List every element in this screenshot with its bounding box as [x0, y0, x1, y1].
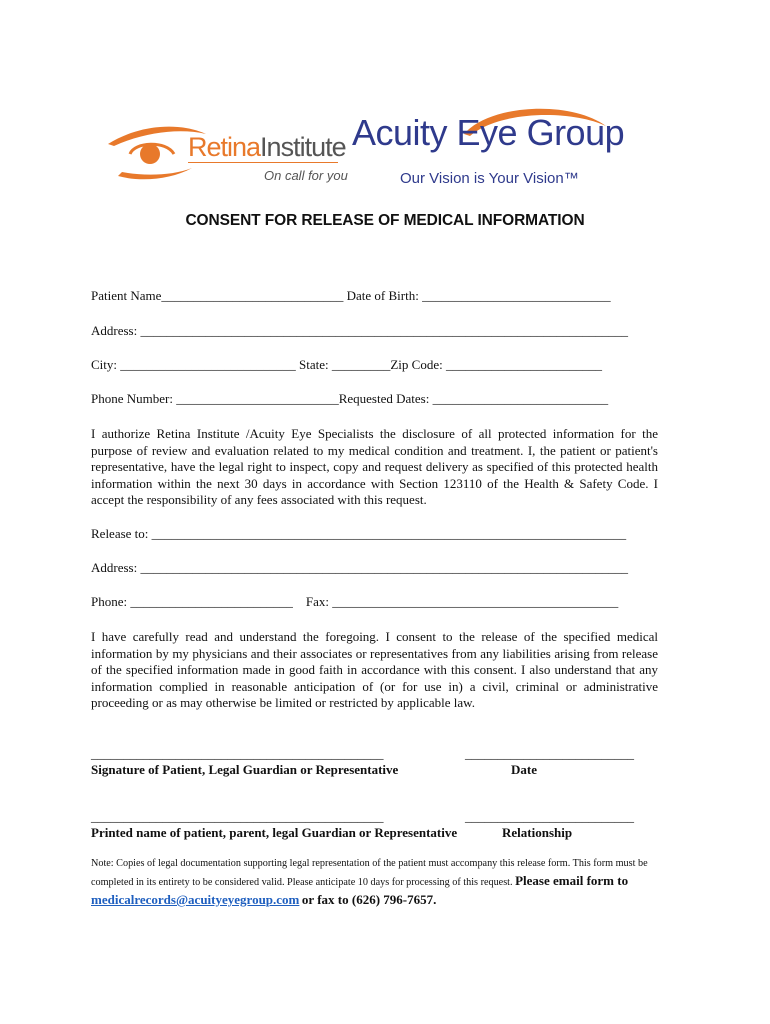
phone-requested-dates-line[interactable]: Phone Number: _________________________Requested Dates: ___________________________ — [91, 391, 609, 406]
signature-label: Signature of Patient, Legal Guardian or Representative — [91, 762, 399, 777]
signature-blank[interactable]: _____________________________________________ — [91, 746, 384, 761]
note-paragraph — [91, 855, 681, 910]
document-title: CONSENT FOR RELEASE OF MEDICAL INFORMATION — [185, 212, 585, 229]
relationship-label: Relationship — [502, 825, 573, 840]
retina-tagline: On call for you — [264, 168, 348, 183]
release-to-line[interactable]: Release to: _________________________________________________________________________ — [91, 526, 627, 541]
consent-paragraph: I have carefully read and understand the foregoing. I consent to the release of the specified medical information by my physicians and their associates or representatives from any liabilities arising from release of the specified information made in good faith in accordance with this consent. I also understand that any information complied in reasonable anticipation of (or for use in) a civil, criminal or administrative proceeding or as may otherwise be limited or restricted by applicable law. — [91, 629, 658, 711]
retina-word: Retina — [188, 132, 261, 162]
retina-wordmark — [188, 132, 346, 163]
address-line[interactable]: Address: ___________________________________________________________________________ — [91, 323, 628, 338]
city-state-zip-line[interactable]: City: ___________________________ State: _________Zip Code: ________________________ — [91, 357, 602, 372]
date-label: Date — [511, 762, 537, 777]
logo-divider — [188, 162, 338, 163]
institute-word: Institute — [260, 132, 346, 162]
patient-name-dob-line[interactable]: Patient Name____________________________ Date of Birth: _____________________________ — [91, 288, 611, 303]
note-emphasis-end: or fax to (626) 796-7657. — [301, 892, 437, 907]
phone-fax-line[interactable]: Phone: _________________________ Fax: ____________________________________________ — [91, 594, 619, 609]
retina-institute-logo — [100, 118, 348, 190]
relationship-blank[interactable]: __________________________ — [465, 809, 634, 824]
printed-name-label: Printed name of patient, parent, legal Guardian or Representative — [91, 825, 458, 840]
release-address-line[interactable]: Address: ___________________________________________________________________________ — [91, 560, 628, 575]
printed-name-blank[interactable]: _____________________________________________ — [91, 809, 384, 824]
date-blank[interactable]: __________________________ — [465, 746, 634, 761]
acuity-tagline: Our Vision is Your Vision™ — [400, 170, 579, 187]
email-link[interactable]: medicalrecords@acuityeyegroup.com — [91, 892, 300, 907]
acuity-wordmark: Acuity Eye Group — [352, 112, 625, 153]
note-text: Note: Copies of legal documentation supporting legal representation of the patient must accompany this release form. This form must be completed in its entirety to be considered valid. Please anticipate 10 days for processing of this request. — [91, 858, 648, 888]
acuity-eye-group-logo — [350, 100, 650, 192]
note-emphasis-start: Please email form to — [515, 873, 629, 888]
authorization-paragraph: I authorize Retina Institute /Acuity Eye Specialists the disclosure of all protected information for the purpose of review and evaluation related to my medical condition and treatment. I, the patient or patient's representative, have the legal right to inspect, copy and request delivery as specified of this protected health information within the next 30 days in accordance with Section 123110 of the Health & Safety Code. I accept the responsibility of any fees associated with this request. — [91, 426, 658, 508]
